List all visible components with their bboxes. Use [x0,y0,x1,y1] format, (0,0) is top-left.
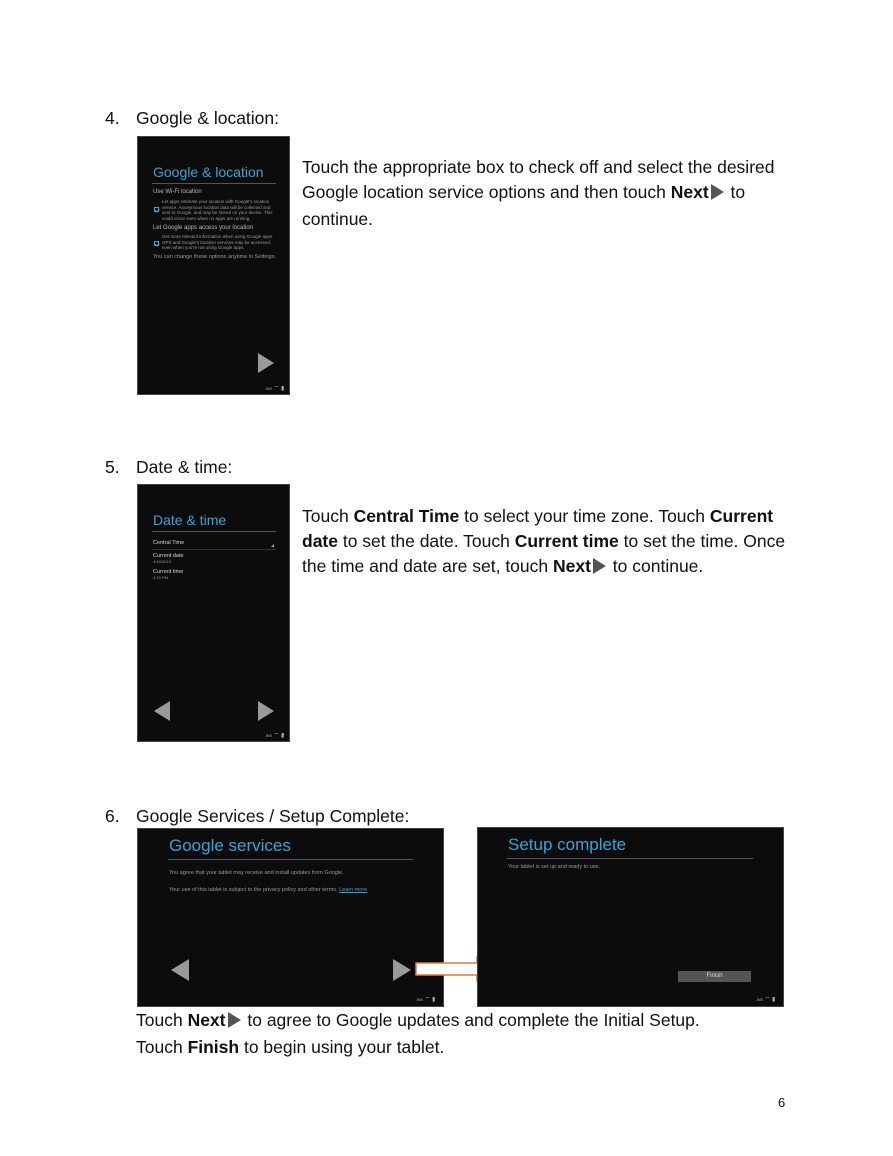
step-number: 6. [105,806,120,826]
finish-button[interactable]: Finish [678,971,751,982]
back-arrow-icon[interactable] [171,959,189,981]
screen-title: Google services [169,836,291,855]
step-number: 5. [105,457,120,477]
page-number: 6 [778,1095,786,1110]
next-arrow-icon [228,1010,241,1035]
status-text: JMS [265,387,272,391]
google-location-screenshot [137,136,290,395]
wifi-location-description: Let apps estimate your location with Google's location service. Anonymous location data will be collected and sent to Google, and may be stored on your device. This could occur even when no apps are running. [162,199,273,221]
next-keyword: Next [670,182,709,202]
status-text: JMS [756,998,763,1002]
current-time-value: 3:15 PM [153,575,168,580]
google-services-screenshot [137,828,444,1007]
title-divider [152,531,276,532]
status-text: JMS [416,998,423,1002]
wifi-icon: ⌔ [273,733,280,739]
battery-icon: ▮ [431,997,436,1003]
current-date-value: 4/18/2013 [153,559,171,564]
settings-note: You can change these options anytime in Settings. [153,254,277,260]
title-divider [507,858,753,859]
date-time-screenshot [137,484,290,742]
wifi-icon: ⌔ [764,997,771,1003]
title-divider [168,859,413,860]
step-4-description: Touch the appropriate box to check off and select the desired Google location service options and then touch Next to continue. [302,157,775,229]
caption-line-2: Touch Finish to begin using your tablet. [136,1037,445,1057]
step-5-description: Touch Central Time to select your time zone. Touch Current date to set the date. Touch Current time to set the time. Once the time and date are set, touch Next to continue. [302,504,790,581]
dropdown-icon [271,544,274,547]
google-apps-location-description: Get more relevant information when using Google apps. GPS and Google's location services may be accessed, even when you're not using Google apps. [162,234,274,250]
google-apps-location-label: Let Google apps access your location [153,225,254,231]
step-5-heading [105,456,232,478]
step-6-caption [136,1008,836,1060]
status-icons [265,386,284,393]
status-icons [416,997,435,1004]
next-arrow-icon[interactable] [258,353,274,373]
title-divider [152,183,276,184]
next-arrow-icon[interactable] [258,701,274,721]
wifi-location-checkbox[interactable] [154,207,159,212]
setup-ready-text: Your tablet is set up and ready to use. [508,864,601,870]
timezone-selector[interactable]: Central Time [153,540,185,546]
setup-complete-screenshot [477,827,784,1007]
screen-title: Setup complete [508,835,627,854]
wifi-location-label: Use Wi-Fi location [153,189,202,195]
next-arrow-icon[interactable] [393,959,411,981]
wifi-icon: ⌔ [273,386,280,392]
current-date-item[interactable]: Current date [153,553,184,559]
battery-icon: ▮ [280,733,285,739]
learn-more-link[interactable]: Learn more [339,887,368,893]
step-title: Google Services / Setup Complete: [136,806,410,826]
step-6-heading [105,805,409,827]
status-text: JMS [265,734,272,738]
step-4-heading [105,107,279,129]
updates-agreement-text: You agree that your tablet may receive and install updates from Google. [169,870,344,876]
terms-text: Your use of this tablet is subject to the privacy policy and other terms. Learn more [169,887,368,893]
row-divider [152,549,276,550]
back-arrow-icon[interactable] [154,701,170,721]
battery-icon: ▮ [280,386,285,392]
screen-title: Google & location [153,164,264,180]
next-arrow-icon [711,182,724,207]
wifi-icon: ⌔ [424,997,431,1003]
status-icons [265,733,284,740]
caption-line-1: Touch Next to agree to Google updates and complete the Initial Setup. [136,1008,836,1035]
status-icons [756,997,775,1004]
screen-title: Date & time [153,512,227,528]
step-number: 4. [105,108,120,128]
step-title: Date & time: [136,457,233,477]
battery-icon: ▮ [771,997,776,1003]
step-title: Google & location: [136,108,280,128]
google-apps-location-checkbox[interactable] [154,241,159,246]
current-time-item[interactable]: Current time [153,569,184,575]
next-arrow-icon [593,556,606,581]
